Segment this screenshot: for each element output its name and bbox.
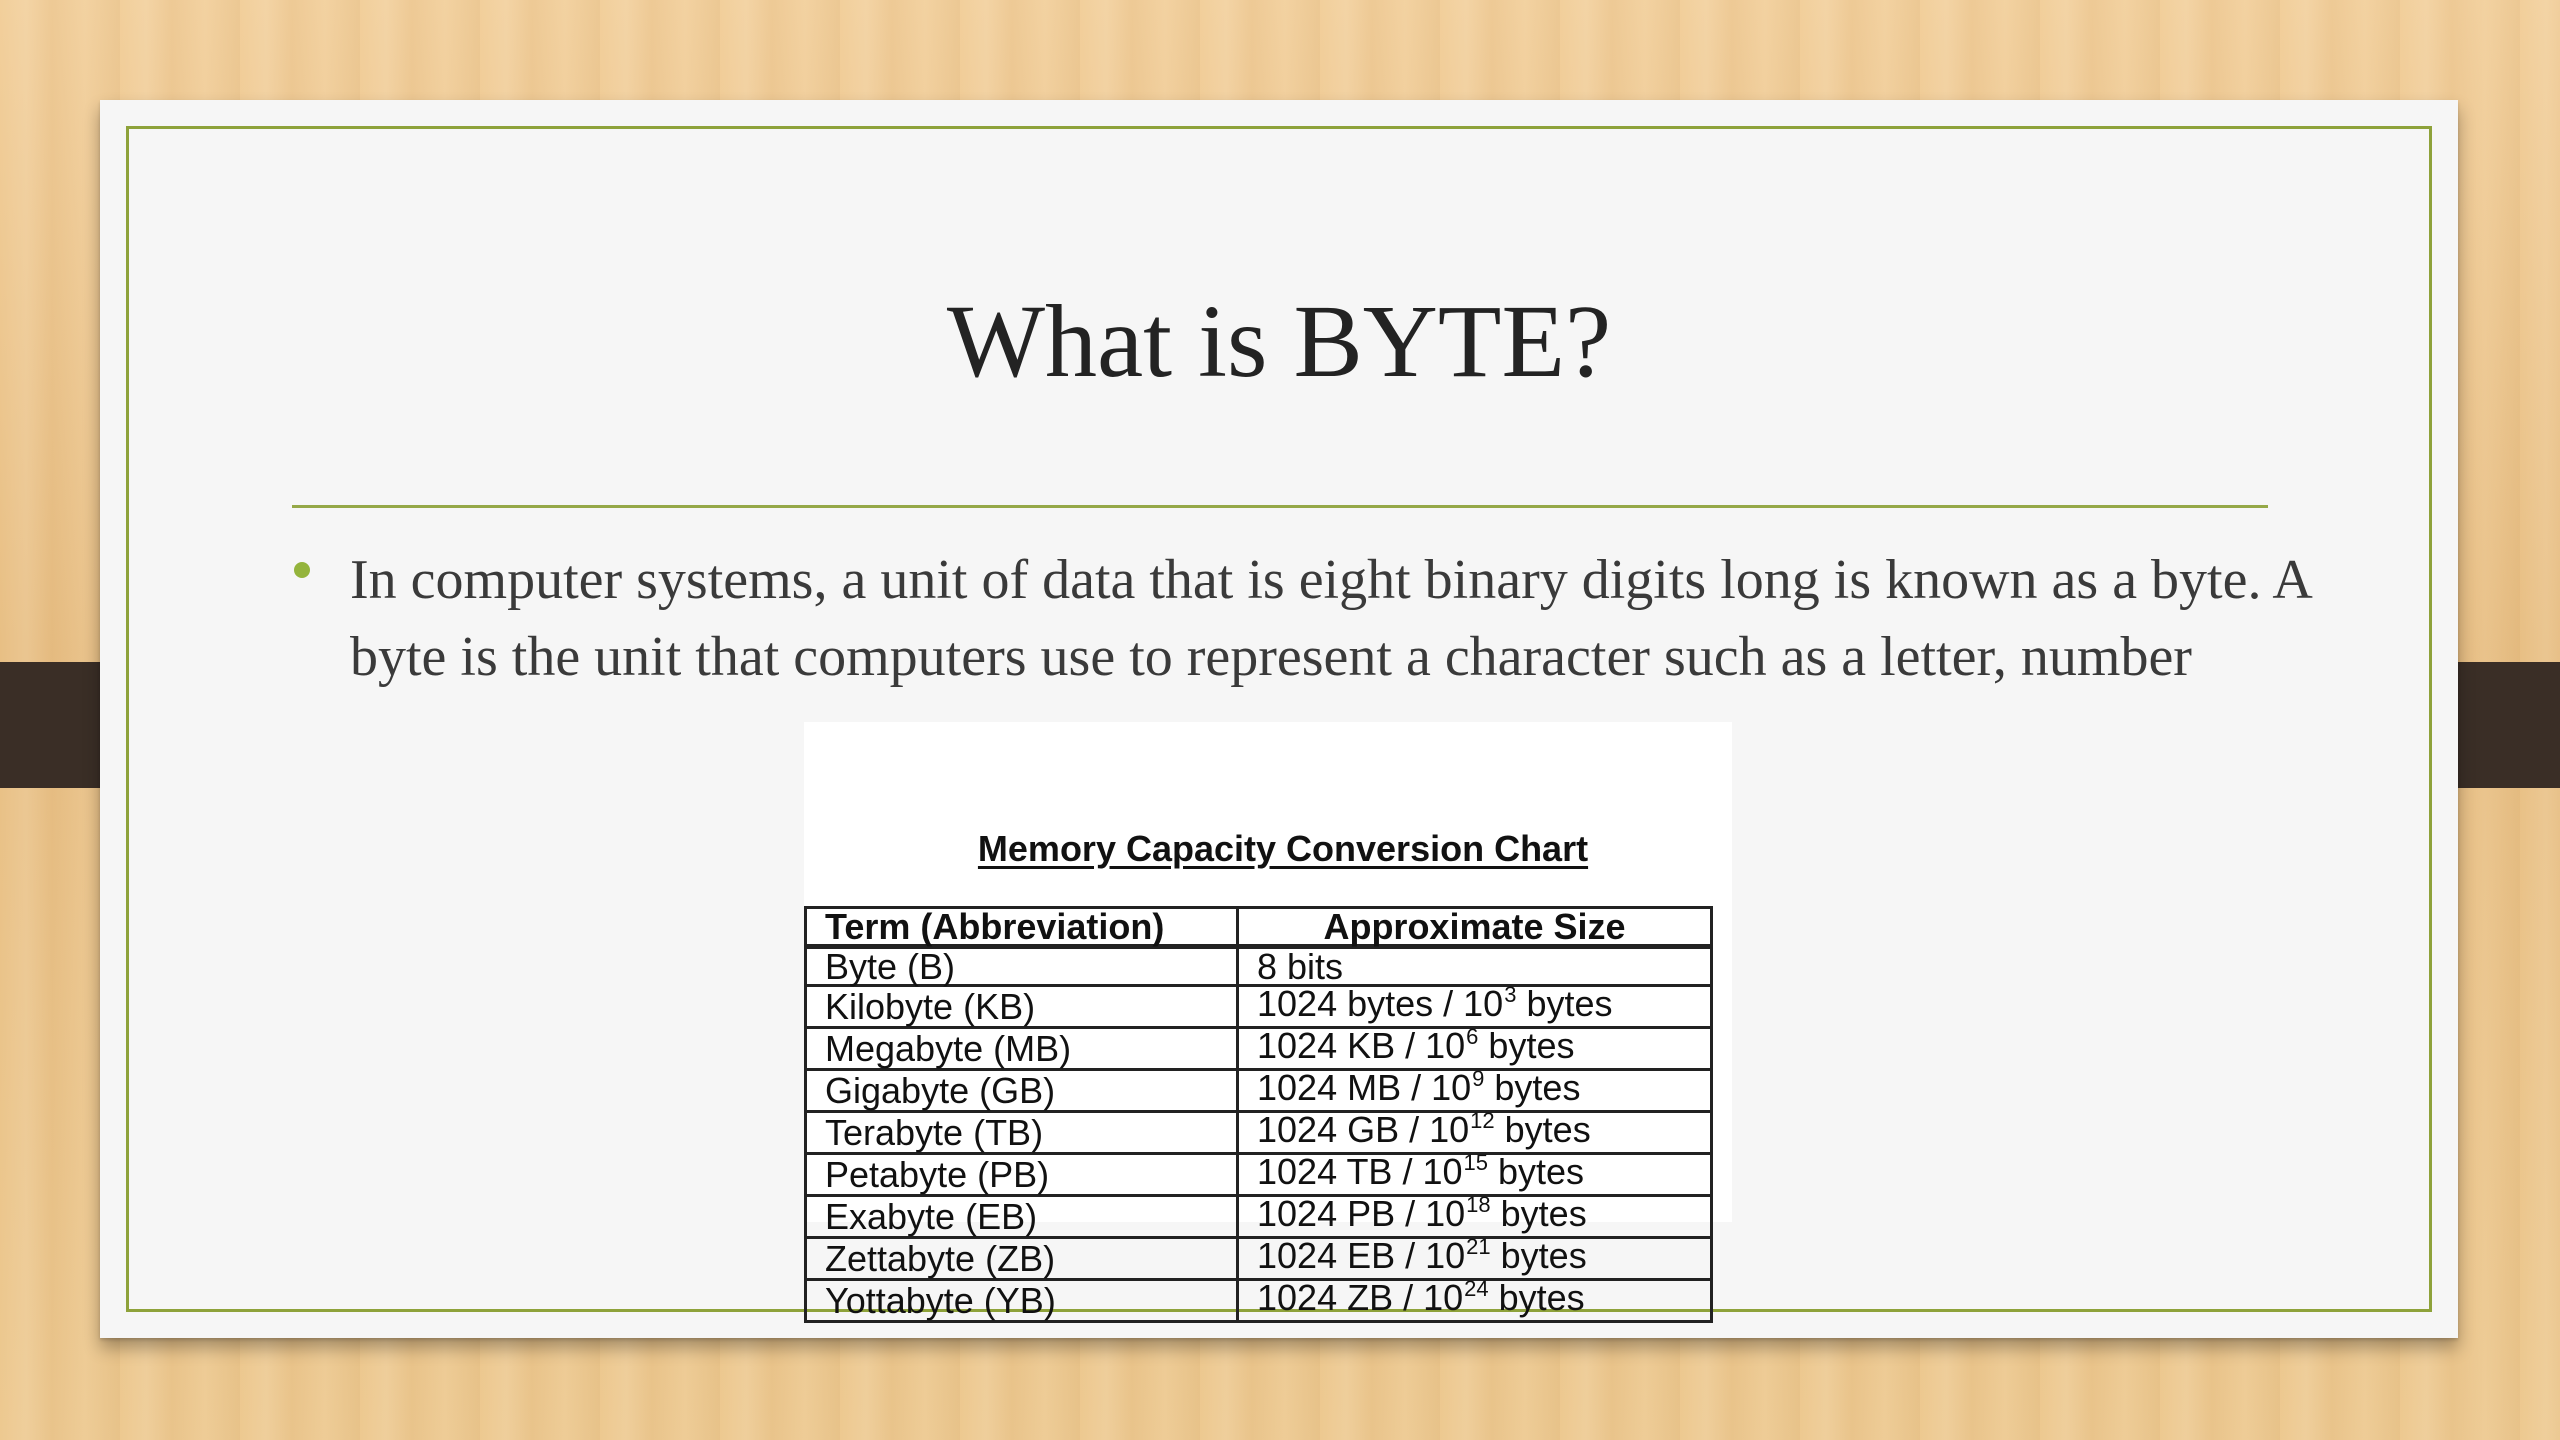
bullet-text: In computer systems, a unit of data that is eight binary digits long is known as a byte. A byte is the unit that computers use to represent a character such as a letter, number xyxy=(350,549,2310,688)
table-row xyxy=(806,986,1712,1028)
size-value: 1024 ZB / 10 xyxy=(1257,1277,1464,1318)
size-unit: bytes xyxy=(1478,1025,1575,1066)
conversion-table xyxy=(804,906,1713,1323)
size-exponent: 9 xyxy=(1472,1066,1485,1091)
size-unit: bytes xyxy=(1488,1277,1585,1318)
size-cell xyxy=(1238,1024,1712,1070)
header-size: Approximate Size xyxy=(1238,908,1712,947)
size-exponent: 24 xyxy=(1464,1276,1489,1301)
size-exponent: 6 xyxy=(1466,1024,1479,1049)
size-value: 1024 TB / 10 xyxy=(1257,1151,1463,1192)
size-value: 8 bits xyxy=(1257,945,1344,987)
size-unit: bytes xyxy=(1490,1193,1587,1234)
table-row xyxy=(806,1028,1712,1070)
size-unit: bytes xyxy=(1494,1109,1591,1150)
size-exponent: 21 xyxy=(1466,1234,1491,1259)
size-unit: bytes xyxy=(1516,983,1613,1024)
term-cell: Petabyte (PB) xyxy=(806,1154,1238,1196)
term-cell: Terabyte (TB) xyxy=(806,1112,1238,1154)
bullet-dot-icon xyxy=(294,562,310,578)
slide xyxy=(100,100,2458,1338)
size-value: 1024 GB / 10 xyxy=(1257,1109,1470,1150)
term-cell: Yottabyte (YB) xyxy=(806,1280,1238,1322)
size-exponent: 18 xyxy=(1466,1192,1491,1217)
term-cell: Gigabyte (GB) xyxy=(806,1070,1238,1112)
header-term: Term (Abbreviation) xyxy=(806,908,1238,947)
table-row xyxy=(806,1070,1712,1112)
size-cell xyxy=(1238,982,1712,1028)
size-value: 1024 PB / 10 xyxy=(1257,1193,1466,1234)
term-cell: Zettabyte (ZB) xyxy=(806,1238,1238,1280)
table-row xyxy=(806,1280,1712,1322)
size-exponent: 12 xyxy=(1470,1108,1495,1133)
table-body xyxy=(806,947,1712,1322)
chart-title: Memory Capacity Conversion Chart xyxy=(977,828,1589,869)
table-row xyxy=(806,1238,1712,1280)
table-row xyxy=(806,1196,1712,1238)
size-cell xyxy=(1238,1276,1712,1322)
size-unit: bytes xyxy=(1490,1235,1587,1276)
size-unit: bytes xyxy=(1487,1151,1585,1192)
term-cell: Exabyte (EB) xyxy=(806,1196,1238,1238)
term-cell: Megabyte (MB) xyxy=(806,1028,1238,1070)
table-row xyxy=(806,1112,1712,1154)
size-cell xyxy=(1238,1192,1712,1238)
title-divider xyxy=(292,505,2268,508)
size-value: 1024 MB / 10 xyxy=(1257,1067,1472,1108)
size-exponent: 3 xyxy=(1504,982,1517,1007)
size-cell xyxy=(1238,1234,1712,1280)
size-cell xyxy=(1238,1108,1712,1154)
size-exponent: 15 xyxy=(1463,1150,1488,1175)
size-value: 1024 bytes / 10 xyxy=(1257,983,1504,1024)
size-cell xyxy=(1238,947,1712,986)
size-value: 1024 KB / 10 xyxy=(1257,1025,1466,1066)
memory-conversion-chart-image xyxy=(804,722,1732,1321)
size-value: 1024 EB / 10 xyxy=(1257,1235,1466,1276)
table-header-row xyxy=(806,908,1712,947)
size-cell xyxy=(1238,1066,1712,1112)
table-row xyxy=(806,1154,1712,1196)
size-unit: bytes xyxy=(1484,1067,1581,1108)
term-cell: Byte (B) xyxy=(806,947,1238,986)
term-cell: Kilobyte (KB) xyxy=(806,986,1238,1028)
table-row xyxy=(806,947,1712,986)
size-cell xyxy=(1238,1150,1712,1196)
slide-title: What is BYTE? xyxy=(946,284,1612,399)
